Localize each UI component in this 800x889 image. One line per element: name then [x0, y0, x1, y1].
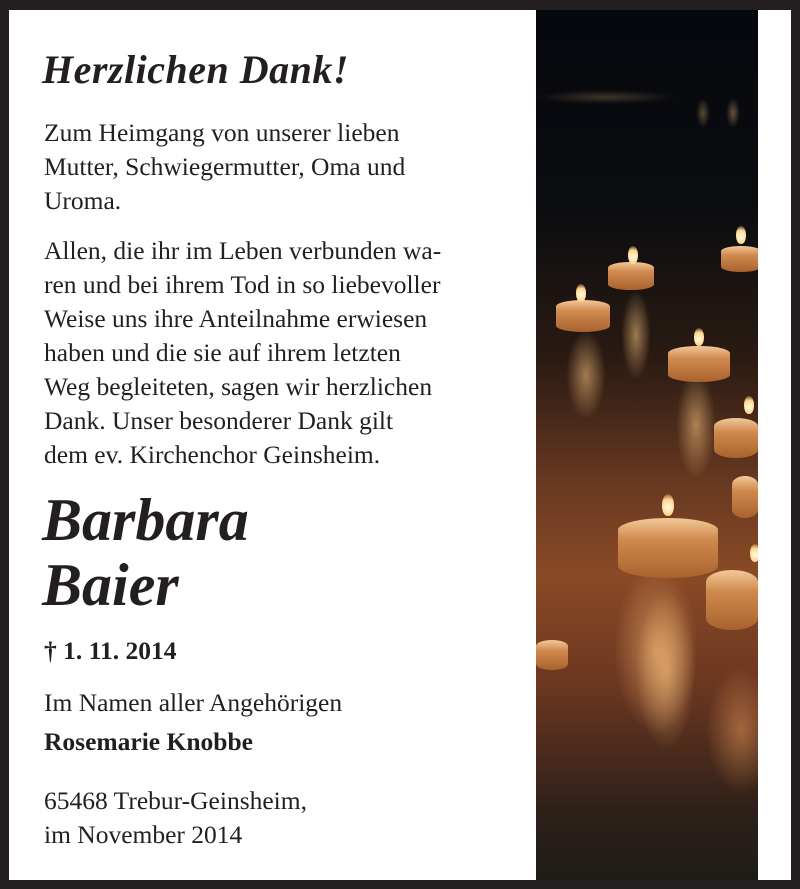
headline: Herzlichen Dank! [42, 47, 349, 92]
text-line: ren und bei ihrem Tod in so liebevoller [44, 270, 441, 299]
flame-icon [694, 328, 704, 346]
flame-icon [744, 396, 754, 414]
candle-icon [536, 640, 568, 670]
last-name: Baier [42, 552, 179, 618]
obituary-notice [9, 10, 791, 880]
text-column [9, 10, 536, 880]
flame-icon [576, 284, 586, 302]
flame-icon [750, 544, 758, 562]
candle-icon [618, 518, 718, 578]
candle-icon [668, 346, 730, 382]
text-line: Weise uns ihre Anteilnahme erwiesen [44, 304, 428, 333]
first-name: Barbara [42, 487, 249, 553]
candle-icon [721, 246, 758, 272]
flame-icon [736, 226, 746, 244]
thanks-paragraph [44, 234, 441, 472]
candle-reflection [636, 590, 696, 750]
death-date: † 1. 11. 2014 [44, 636, 177, 665]
text-line: Allen, die ihr im Leben verbunden wa- [44, 236, 442, 265]
candle-icon [706, 570, 758, 630]
text-line: Dank. Unser besonderer Dank gilt [44, 406, 394, 435]
deceased-name [42, 488, 249, 618]
light-blur [536, 90, 676, 104]
light-blur [696, 98, 710, 128]
candle-icon [714, 418, 758, 458]
flame-icon [662, 494, 674, 516]
text-line: dem ev. Kirchenchor Geinsheim. [44, 440, 381, 469]
date-line: im November 2014 [44, 820, 243, 849]
intro-paragraph [44, 116, 405, 218]
candle-reflection [676, 370, 716, 480]
text-line: Zum Heimgang von unserer lieben [44, 118, 400, 147]
text-line: Mutter, Schwiegermutter, Oma und [44, 152, 406, 181]
candles-photo [536, 10, 758, 880]
text-line: haben und die sie auf ihrem letzten [44, 338, 401, 367]
flame-icon [628, 246, 638, 264]
candle-reflection [621, 290, 651, 380]
text-line: Uroma. [44, 186, 122, 215]
candle-reflection [566, 330, 606, 420]
on-behalf-text: Im Namen aller Angehörigen [44, 688, 343, 717]
address-block [44, 784, 307, 852]
signatory-name: Rosemarie Knobbe [44, 727, 253, 756]
light-blur [726, 98, 740, 128]
candle-icon [556, 300, 610, 332]
right-margin [758, 10, 791, 880]
candle-icon [732, 476, 758, 518]
candle-icon [608, 262, 654, 290]
address-line: 65468 Trebur-Geinsheim, [44, 786, 307, 815]
text-line: Weg begleiteten, sagen wir herzlichen [44, 372, 433, 401]
